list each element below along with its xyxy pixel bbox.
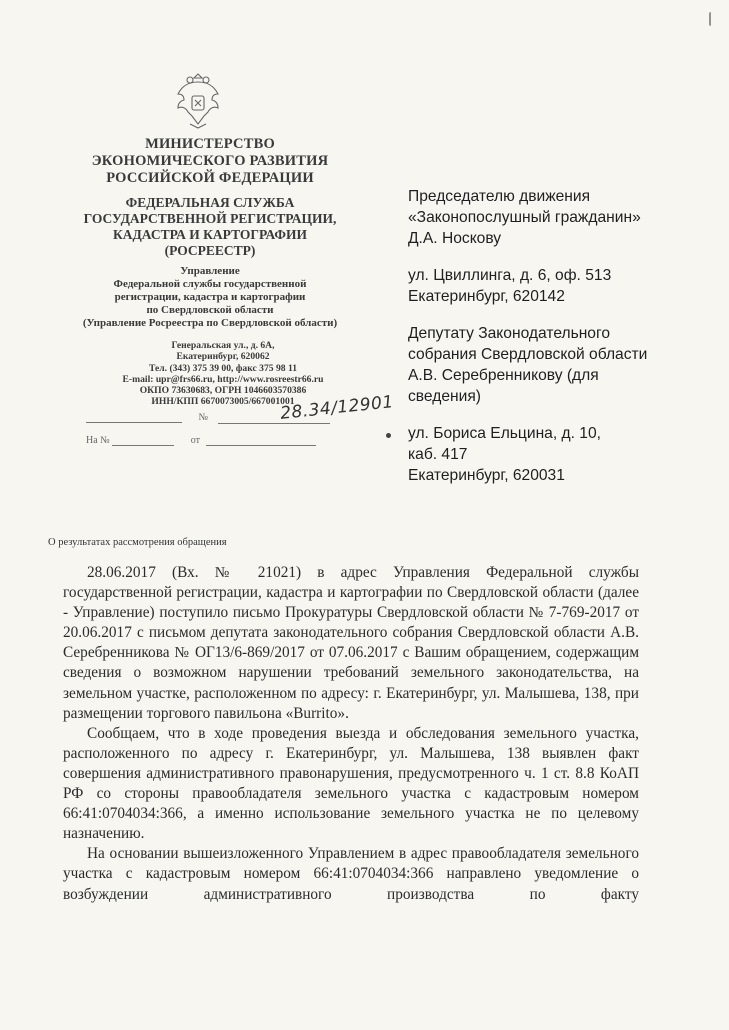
body-paragraph: На основании вышеизложенного Управлением в адрес правообладателя земельного участка с кадастровым номером 66:41:0704034:366 направлено уведомление о возбуждении административного производства по факту [63,845,639,903]
ministry-name: МИНИСТЕРСТВО ЭКОНОМИЧЕСКОГО РАЗВИТИЯ РОССИЙСКОЙ ФЕДЕРАЦИИ [91,136,329,186]
outgoing-number: 28.34/12901 [279,392,395,424]
reference-date-label: от [190,435,200,446]
outgoing-date-blank [86,410,182,423]
addressee-deputy-address: ул. Бориса Ельцина, д. 10, каб. 417 Екатеринбург, 620031 [408,425,601,484]
scan-dot [386,433,391,438]
reference-date-blank [206,433,316,446]
body-paragraph: 28.06.2017 (Вх. № 21021) в адрес Управления Федеральной службы государственной регистрации, кадастра и картографии по Свердловской области (далее - Управление) поступило письмо Прокуратуры Свердловской области № 7-769-2017 от 20.06.2017 с письмом депутата законодательного собрания Свердловской области А.В. Серебренникова № ОГ13/6-869/2017 от 07.06.2017 с Вашим обращением, содержащим сведения о возможном нарушении требований земельного законодательства, на земельном участке, расположенном по адресу: г. Екатеринбург, ул. Малышева, 138, при размещении торгового павильона «Burrito». [63,564,639,722]
sender-contacts: Генеральская ул., д. 6А, Екатеринбург, 620062 Тел. (343) 375 39 00, факс 375 98 11 E-mail: upr@frs66.ru, http://www.rosreestr66.ru ОКПО 73630683, ОГРН 1046603570386 ИНН/КПП 6670073005/667001001 [122,340,324,408]
outgoing-number-line [86,410,208,423]
department-name: Управление Федеральной службы государственной регистрации, кадастра и картографии по Свердловской области (Управление Росреестра по Свердловской области) [82,265,338,329]
reference-number-label: На № [86,435,110,446]
letter-body [63,563,639,905]
sender-block [60,136,360,408]
addressee-chairman-address: ул. Цвиллинга, д. 6, оф. 513 Екатеринбург, 620142 [408,267,612,305]
letter-subject: О результатах рассмотрения обращения [48,537,227,548]
coat-of-arms-icon [172,68,224,132]
reference-number-blank [112,433,174,446]
body-paragraph: Сообщаем, что в ходе проведения выезда и обследования земельного участка, расположенного по адресу г. Екатеринбург, ул. Малышева, 138 выявлен факт совершения административного правонарушения, предусмотренного ч. 1 ст. 8.8 КоАП РФ со стороны правообладателя земельного участка с кадастровым номером 66:41:0704034:366, а именно использование земельного участка не по целевому назначению. [63,724,639,843]
number-sign: № [198,412,209,423]
scan-corner-mark [709,12,719,26]
reference-line [86,433,316,446]
addressee-deputy: Депутату Законодательного собрания Свердловской области А.В. Серебренникову (для сведения) [408,325,648,405]
addressee-chairman: Председателю движения «Законопослушный гражданин» Д.А. Носкову [408,188,641,247]
outgoing-number-blank [218,423,330,424]
service-name: ФЕДЕРАЛЬНАЯ СЛУЖБА ГОСУДАРСТВЕННОЙ РЕГИСТРАЦИИ, КАДАСТРА И КАРТОГРАФИИ (РОСРЕЕСТР) [83,195,337,258]
